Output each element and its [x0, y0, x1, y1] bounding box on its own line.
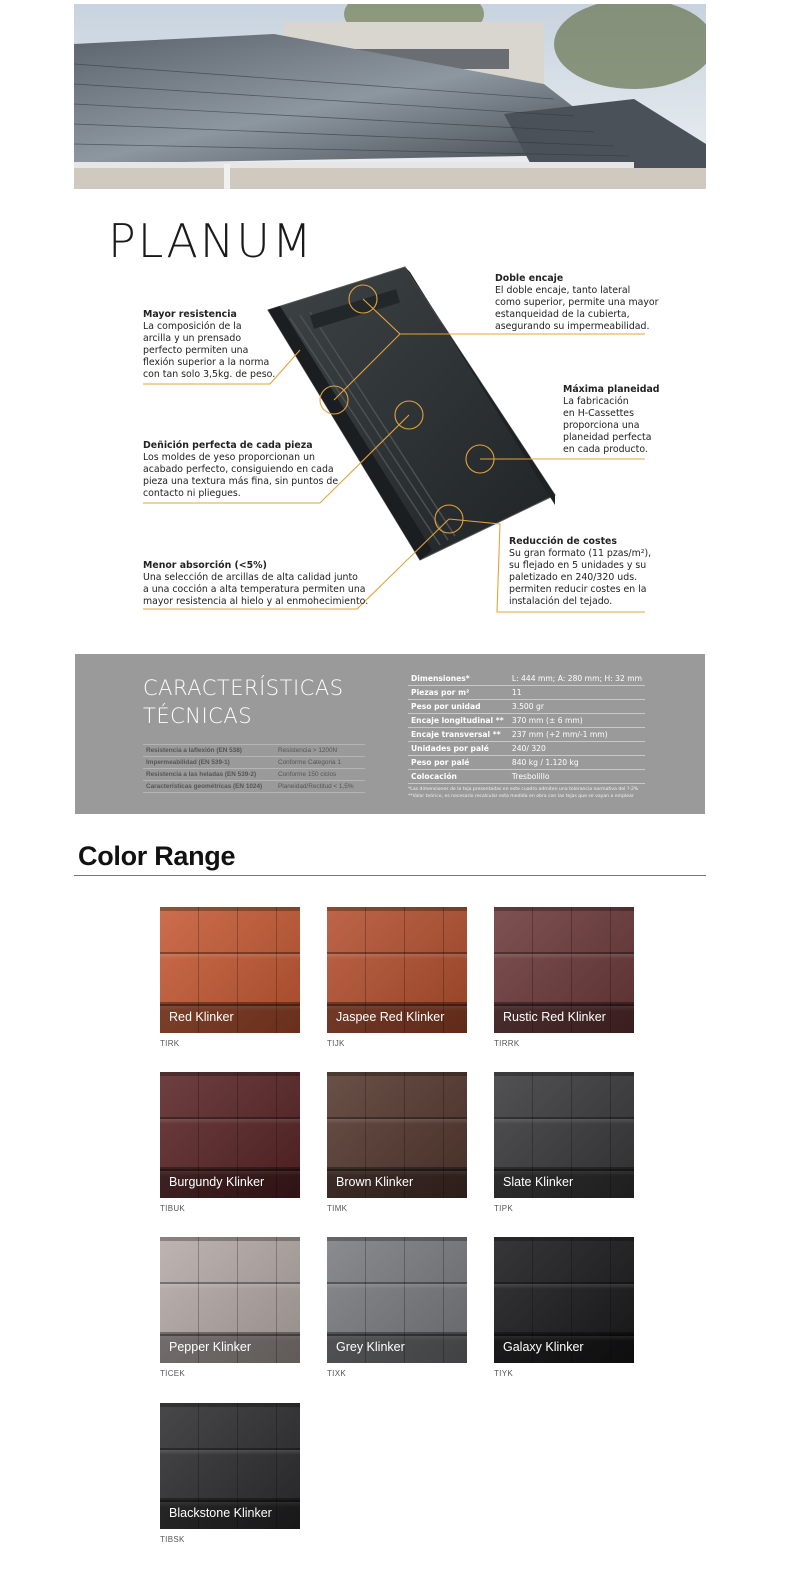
swatch-burgundy-klinker[interactable]	[160, 1072, 300, 1198]
table-row	[408, 770, 645, 784]
swatch-grey-klinker[interactable]	[327, 1237, 467, 1363]
tech-title	[143, 674, 344, 730]
feature-line: pieza una textura más fina, sin puntos de	[143, 476, 339, 487]
spec-key: Dimensiones*	[408, 672, 509, 686]
roof-illustration	[74, 4, 706, 189]
spec-key: Peso por palé	[408, 756, 509, 770]
feature-line: contacto ni pliegues.	[143, 488, 241, 499]
swatch-code: TIRK	[160, 1039, 180, 1048]
feature-definicion	[143, 440, 338, 500]
spec-value: 237 mm (+2 mm/-1 mm)	[509, 728, 645, 742]
spec-key: Peso por unidad	[408, 700, 509, 714]
feature-line: La fabricación	[563, 396, 629, 407]
norm-key: Resistencia a laflexión (EN 538)	[143, 745, 275, 757]
table-row	[408, 700, 645, 714]
spec-key: Encaje longitudinal **	[408, 714, 509, 728]
feature-line: estanqueidad de la cubierta,	[495, 309, 630, 320]
feature-line: arcilla y un prensado	[143, 333, 242, 344]
swatch-galaxy-klinker[interactable]	[494, 1237, 634, 1363]
swatch-code: TIMK	[327, 1204, 348, 1213]
swatch-label: Blackstone Klinker	[160, 1498, 300, 1529]
norm-key: Impermeabilidad (EN 539-1)	[143, 757, 275, 769]
table-row	[408, 714, 645, 728]
swatch-label: Pepper Klinker	[160, 1332, 300, 1363]
feature-title: Máxima planeidad	[563, 384, 660, 395]
feature-maxima-planeidad	[563, 384, 660, 456]
hero-photo	[74, 4, 706, 189]
spec-value: 11	[509, 686, 645, 700]
swatch-code: TIRRK	[494, 1039, 520, 1048]
feature-mayor-resistencia	[143, 309, 275, 381]
product-title: PLANUM	[108, 214, 314, 268]
feature-menor-absorcion	[143, 560, 368, 608]
feature-title: Mayor resistencia	[143, 309, 237, 320]
table-row	[143, 757, 365, 769]
swatch-code: TIPK	[494, 1204, 513, 1213]
swatch-label: Galaxy Klinker	[494, 1332, 634, 1363]
swatch-red-klinker[interactable]	[160, 907, 300, 1033]
spec-key: Colocación	[408, 770, 509, 784]
swatch-rustic-red-klinker[interactable]	[494, 907, 634, 1033]
norm-value: Resistencia > 1200N	[275, 745, 365, 757]
feature-line: planeidad perfecta	[563, 432, 652, 443]
norm-value: Conforme 150 ciclos	[275, 769, 365, 781]
swatch-code: TIBUK	[160, 1204, 186, 1213]
table-row	[408, 672, 645, 686]
spec-value: 840 kg / 1.120 kg	[509, 756, 645, 770]
swatch-label: Rustic Red Klinker	[494, 1002, 634, 1033]
table-row	[143, 745, 365, 757]
feature-line: instalación del tejado.	[509, 596, 613, 607]
norms-table	[143, 744, 365, 793]
swatch-label: Red Klinker	[160, 1002, 300, 1033]
swatch-pepper-klinker[interactable]	[160, 1237, 300, 1363]
swatch-label: Burgundy Klinker	[160, 1167, 300, 1198]
spec-value: 240/ 320	[509, 742, 645, 756]
tile-illustration	[0, 260, 800, 620]
divider	[74, 875, 706, 876]
spec-value: 370 mm (± 6 mm)	[509, 714, 645, 728]
spec-key: Piezas por m²	[408, 686, 509, 700]
spec-value: L: 444 mm; A: 280 mm; H: 32 mm	[509, 672, 645, 686]
feature-doble-encaje	[495, 273, 659, 333]
tech-title-line: TÉCNICAS	[143, 704, 253, 728]
spec-key: Unidades por palé	[408, 742, 509, 756]
feature-line: asegurando su impermeabilidad.	[495, 321, 650, 332]
norm-value: Planeidad/Rectitud < 1,5%	[275, 781, 365, 793]
feature-line: como superior, permite una mayor	[495, 297, 659, 308]
tech-footnotes	[408, 787, 668, 800]
feature-line: Una selección de arcillas de alta calidad junto	[143, 572, 358, 583]
feature-line: Los moldes de yeso proporcionan un	[143, 452, 315, 463]
tech-title-line: CARACTERÍSTICAS	[143, 676, 344, 700]
footnote: **Valor teórico, es necesario recalcular esta medida en obra con las tejas que se vayan a emplear	[408, 793, 634, 799]
swatch-code: TIYK	[494, 1369, 513, 1378]
feature-line: paletizado en 240/320 uds.	[509, 572, 638, 583]
color-range-title: Color Range	[78, 841, 236, 871]
spec-key: Encaje transversal **	[408, 728, 509, 742]
feature-line: La composición de la	[143, 321, 242, 332]
feature-line: permiten reducir costes en la	[509, 584, 647, 595]
feature-diagram	[0, 260, 800, 620]
table-row	[408, 756, 645, 770]
spec-value: 3.500 gr	[509, 700, 645, 714]
table-row	[408, 742, 645, 756]
feature-line: proporciona una	[563, 420, 640, 431]
swatch-label: Grey Klinker	[327, 1332, 467, 1363]
feature-line: perfecto permiten una	[143, 345, 249, 356]
norm-key: Características geométricas (EN 1024)	[143, 781, 275, 793]
spec-value: Tresbolillo	[509, 770, 645, 784]
feature-line: a una cocción a alta temperatura permiten una	[143, 584, 366, 595]
feature-line: Su gran formato (11 pzas/m²),	[509, 548, 652, 559]
swatch-blackstone-klinker[interactable]	[160, 1403, 300, 1529]
specs-table	[408, 672, 645, 784]
feature-title: Doble encaje	[495, 273, 564, 284]
table-row	[143, 769, 365, 781]
swatch-jaspee-red-klinker[interactable]	[327, 907, 467, 1033]
swatch-code: TIXK	[327, 1369, 346, 1378]
swatch-slate-klinker[interactable]	[494, 1072, 634, 1198]
table-row	[143, 781, 365, 793]
table-row	[408, 728, 645, 742]
feature-title: Deñición perfecta de cada pieza	[143, 440, 313, 451]
feature-title: Reducción de costes	[509, 536, 618, 547]
feature-reduccion-costes	[509, 536, 651, 608]
feature-line: acabado perfecto, consiguiendo en cada	[143, 464, 334, 475]
feature-line: flexión superior a la norma	[143, 357, 270, 368]
feature-line: mayor resistencia al hielo y al enmohecimiento.	[143, 596, 369, 607]
feature-title: Menor absorción (<5%)	[143, 560, 267, 571]
feature-line: en cada producto.	[563, 444, 648, 455]
norm-key: Resistencia a las heladas (EN 539-2)	[143, 769, 275, 781]
swatch-code: TIJK	[327, 1039, 345, 1048]
swatch-label: Slate Klinker	[494, 1167, 634, 1198]
swatch-code: TICEK	[160, 1369, 186, 1378]
feature-line: El doble encaje, tanto lateral	[495, 285, 631, 296]
norm-value: Conforme Categoria 1	[275, 757, 365, 769]
swatch-label: Jaspee Red Klinker	[327, 1002, 467, 1033]
technical-characteristics	[75, 654, 705, 814]
footnote: *Las dimensiones de la teja presentadas en este cuadro admiten una tolerancia normativa del ?-2%	[408, 787, 639, 792]
feature-line: con tan solo 3,5kg. de peso.	[143, 369, 276, 380]
swatch-label: Brown Klinker	[327, 1167, 467, 1198]
feature-line: su flejado en 5 unidades y su	[509, 560, 647, 571]
feature-line: en H-Cassettes	[563, 408, 634, 419]
swatch-code: TIBSK	[160, 1535, 185, 1544]
table-row	[408, 686, 645, 700]
swatch-brown-klinker[interactable]	[327, 1072, 467, 1198]
